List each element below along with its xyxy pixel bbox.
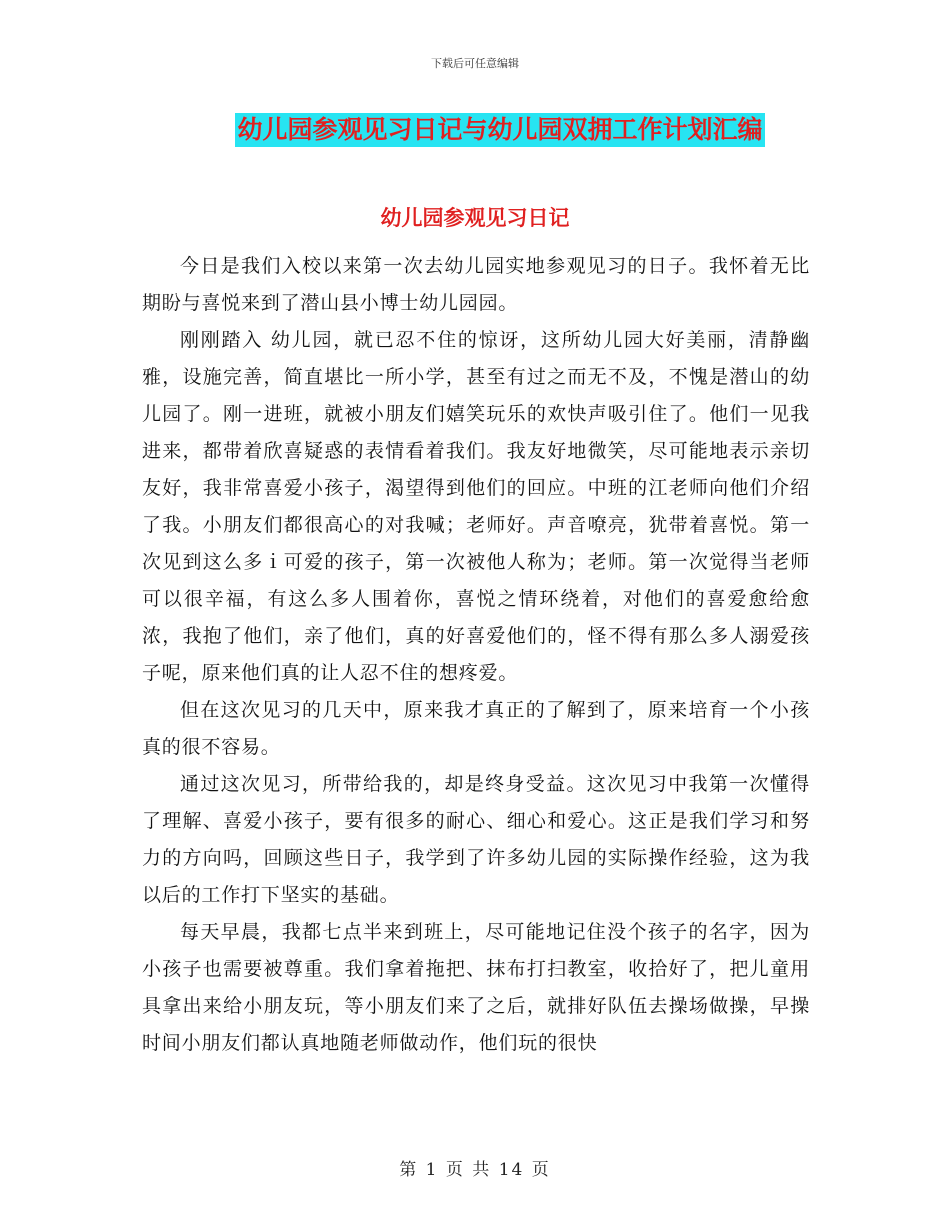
section-title: 幼儿园参观见习日记 [380,206,570,230]
page-number-footer: 第 1 页 共 14 页 [399,1160,551,1180]
header-note: 下载后可任意编辑 [431,57,519,70]
document-title: 幼儿园参观见习日记与幼儿园双拥工作计划汇编 [235,113,764,147]
paragraph: 通过这次见习，所带给我的，却是终身受益。这次见习中我第一次懂得了理解、喜爱小孩子，要有很多的耐心、细心和爱心。这正是我们学习和努力的方向吗，回顾这些日子，我学到了许多幼儿园的实际操作经验，这为我以后的工作打下坚实的基础。 [142,773,810,906]
paragraph: 但在这次见习的几天中，原来我才真正的了解到了，原来培育一个小孩真的很不容易。 [142,699,810,758]
document-title-container [0,113,950,147]
paragraph: 刚刚踏入 幼儿园，就已忍不住的惊讶，这所幼儿园大好美丽，清静幽雅，设施完善，简直堪比一所小学，甚至有过之而无不及，不愧是潜山的幼儿园了。刚一进班，就被小朋友们嬉笑玩乐的欢快声吸引住了。他们一见我进来，都带着欣喜疑惑的表情看着我们。我友好地微笑，尽可能地表示亲切友好，我非常喜爱小孩子，渴望得到他们的回应。中班的江老师向他们介绍了我。小朋友们都很高心的对我喊；老师好。声音嘹亮，犹带着喜悦。第一次见到这么多ｉ可爱的孩子，第一次被他人称为；老师。第一次觉得当老师可以很辛福，有这么多人围着你，喜悦之情环绕着，对他们的喜爱愈给愈浓，我抱了他们，亲了他们，真的好喜爱他们的，怪不得有那么多人溺爱孩子呢，原来他们真的让人忍不住的想疼爱。 [142,329,810,684]
paragraph: 今日是我们入校以来第一次去幼儿园实地参观见习的日子。我怀着无比期盼与喜悦来到了潜山县小博士幼儿园园。 [142,255,810,314]
body-text [142,248,810,1062]
paragraph: 每天早晨，我都七点半来到班上，尽可能地记住没个孩子的名字，因为小孩子也需要被尊重。我们拿着拖把、抹布打扫教室，收拾好了，把儿童用具拿出来给小朋友玩，等小朋友们来了之后，就排好队伍去操场做操，早操时间小朋友们都认真地随老师做动作，他们玩的很快 [142,921,810,1054]
